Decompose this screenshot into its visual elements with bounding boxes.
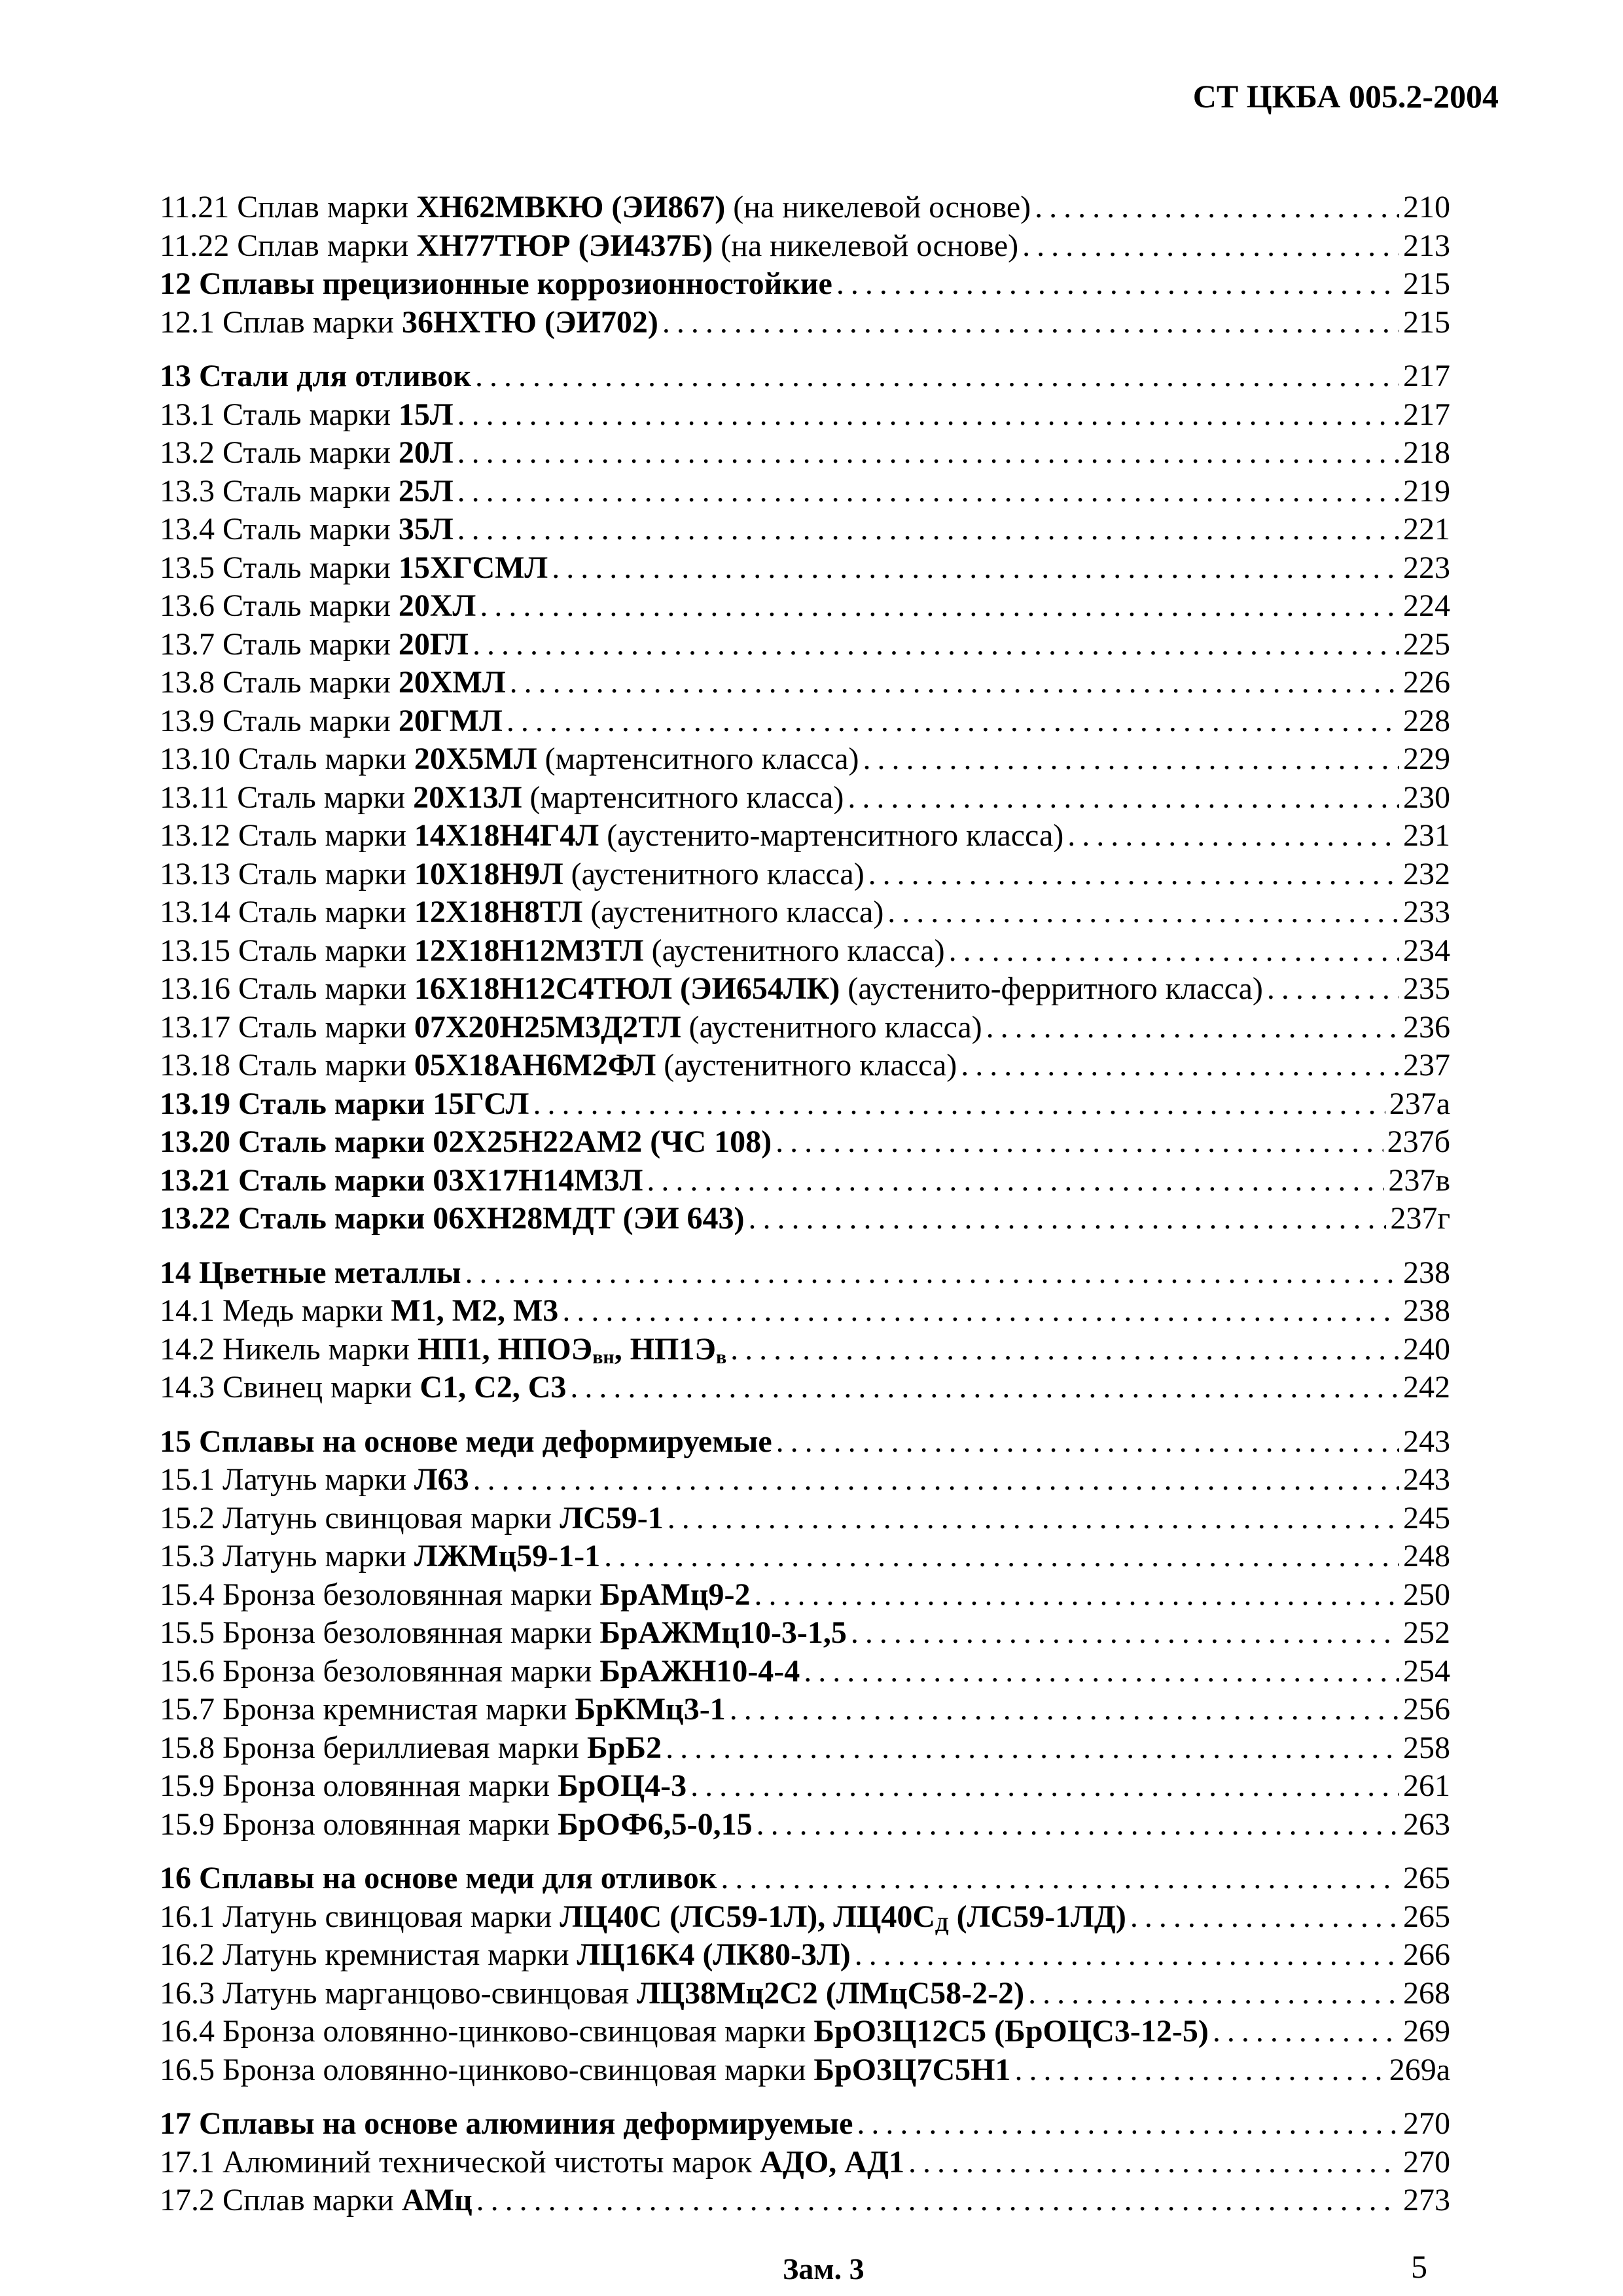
page-number: 237в: [1388, 1162, 1450, 1198]
toc-entry-13-1: [160, 396, 1450, 435]
entry-label: 13.4 Сталь марки 35Л: [160, 512, 454, 547]
page-number: 248: [1403, 1539, 1450, 1573]
leader-dots: [1018, 227, 1399, 266]
leader-dots: [832, 265, 1399, 304]
entry-label: 13.15 Сталь марки 12Х18Н12М3ТЛ (аустенитного класса): [160, 933, 945, 968]
leader-dots: [566, 1369, 1399, 1407]
entry-label: 13.8 Сталь марки 20ХМЛ: [160, 665, 506, 700]
entry-label: 16.2 Латунь кремнистая марки ЛЦ16К4 (ЛК80-3Л): [160, 1937, 851, 1972]
page-number: 237б: [1387, 1124, 1450, 1159]
leader-dots: [476, 587, 1399, 626]
document-code: СТ ЦКБА 005.2-2004: [1192, 78, 1499, 115]
leader-dots: [469, 1461, 1399, 1499]
page-number: 235: [1403, 971, 1450, 1006]
leader-dots: [469, 626, 1399, 664]
toc-entry-13-14: [160, 893, 1450, 932]
toc-entry-15-3: [160, 1537, 1450, 1576]
entry-label: 11.21 Сплав марки ХН62МВКЮ (ЭИ867) (на никелевой основе): [160, 190, 1031, 224]
section-title: 17 Сплавы на основе алюминия деформируемые: [160, 2106, 853, 2141]
entry-label: 13.5 Сталь марки 15ХГСМЛ: [160, 550, 548, 585]
toc-entry-13-18: [160, 1047, 1450, 1085]
toc-entry-15-6: [160, 1653, 1450, 1691]
page-number: 228: [1403, 703, 1450, 738]
toc-section-12: [160, 265, 1450, 304]
entry-label: 13.3 Сталь марки 25Л: [160, 473, 454, 509]
section-title: 16 Сплавы на основе меди для отливок: [160, 1861, 717, 1895]
toc-entry-13-11: [160, 779, 1450, 817]
leader-dots: [772, 1123, 1383, 1162]
toc-entry-14-1: [160, 1292, 1450, 1331]
entry-label: 17.2 Сплав марки АМц: [160, 2183, 473, 2217]
toc-entry-13-13: [160, 855, 1450, 894]
page-number: 238: [1403, 1255, 1450, 1290]
toc-entry-13-17: [160, 1009, 1450, 1047]
entry-label: 15.3 Латунь марки ЛЖМц59-1-1: [160, 1539, 601, 1573]
page-number: 224: [1403, 588, 1450, 623]
entry-label: 15.4 Бронза безоловянная марки БрАМц9-2: [160, 1577, 751, 1612]
entry-label: 13.10 Сталь марки 20Х5МЛ (мартенситного класса): [160, 742, 859, 776]
toc-entry-13-22: [160, 1200, 1450, 1238]
toc-entry-13-12: [160, 817, 1450, 855]
leader-dots: [643, 1162, 1384, 1200]
entry-label: 13.16 Сталь марки 16Х18Н12С4ТЮЛ (ЭИ654ЛК) (аустенито-ферритного класса): [160, 971, 1263, 1006]
toc-entry-13-20: [160, 1123, 1450, 1162]
page-number: 268: [1403, 1975, 1450, 2011]
leader-dots: [1063, 817, 1399, 855]
entry-label: 12.1 Сплав марки 36НХТЮ (ЭИ702): [160, 304, 658, 340]
leader-dots: [853, 2105, 1399, 2144]
leader-dots: [753, 1806, 1399, 1844]
leader-dots: [461, 1254, 1400, 1293]
entry-label: 13.2 Сталь марки 20Л: [160, 435, 454, 470]
entry-label: 14.2 Никель марки НП1, $НПОЭ_{вн}$, $НП1Э_в$: [160, 1331, 727, 1368]
leader-dots: [506, 664, 1399, 702]
toc-entry-15-9: [160, 1767, 1450, 1806]
toc-entry-13-10: [160, 740, 1450, 779]
leader-dots: [1263, 970, 1399, 1009]
toc-entry-14-2: [160, 1331, 1450, 1369]
page-number: 237г: [1390, 1201, 1450, 1236]
page-number: 217: [1403, 359, 1450, 393]
leader-dots: [772, 1423, 1399, 1462]
toc-entry-17-1: [160, 2144, 1450, 2182]
toc-entry-13-7: [160, 626, 1450, 664]
toc-entry-13-4: [160, 511, 1450, 549]
toc-entry-13-2: [160, 434, 1450, 473]
entry-label: 13.12 Сталь марки 14Х18Н4Г4Л (аустенито-мартенситного класса): [160, 818, 1064, 853]
leader-dots: [945, 932, 1399, 971]
leader-dots: [454, 396, 1399, 435]
page-number: 256: [1403, 1692, 1450, 1727]
leader-dots: [904, 2144, 1399, 2182]
toc-section-17: [160, 2105, 1450, 2144]
leader-dots: [844, 779, 1399, 817]
leader-dots: [883, 893, 1399, 932]
page-number: 266: [1403, 1937, 1450, 1972]
table-of-contents: [160, 188, 1450, 2220]
toc-entry-14-3: [160, 1369, 1450, 1407]
leader-dots: [1031, 188, 1399, 227]
page-number: 254: [1403, 1653, 1450, 1689]
leader-dots: [662, 1729, 1399, 1768]
toc-entry-13-15: [160, 932, 1450, 971]
page-number: 225: [1403, 626, 1450, 662]
entry-label: 16.3 Латунь марганцово-свинцовая ЛЦ38Мц2С2 (ЛМцС58-2-2): [160, 1975, 1025, 2011]
section-title: 13 Стали для отливок: [160, 359, 471, 393]
entry-label: 16.5 Бронза оловянно-цинково-свинцовая марки БрО3Ц7С5Н1: [160, 2052, 1011, 2087]
page-number: 238: [1403, 1293, 1450, 1328]
toc-entry-15-1: [160, 1461, 1450, 1499]
entry-label: 13.6 Сталь марки 20ХЛ: [160, 588, 476, 623]
page-number: 210: [1403, 190, 1450, 224]
section-title: 14 Цветные металлы: [160, 1255, 461, 1290]
change-note: Зам. 3: [783, 2252, 865, 2286]
entry-label: 15.8 Бронза бериллиевая марки БрБ2: [160, 1730, 662, 1765]
page-number: 221: [1403, 512, 1450, 547]
leader-dots: [1010, 2051, 1385, 2090]
toc-entry-13-5: [160, 549, 1450, 588]
leader-dots: [664, 1499, 1399, 1538]
toc-entry-13-8: [160, 664, 1450, 702]
page-number: 229: [1403, 742, 1450, 776]
page-number: 217: [1403, 397, 1450, 432]
entry-label: 14.1 Медь марки М1, М2, М3: [160, 1293, 559, 1328]
leader-dots: [982, 1009, 1399, 1047]
entry-label: 13.1 Сталь марки 15Л: [160, 397, 454, 432]
entry-label: 13.11 Сталь марки 20Х13Л (мартенситного класса): [160, 780, 844, 815]
page-number: 263: [1403, 1806, 1450, 1842]
toc-entry-16-5: [160, 2051, 1450, 2090]
toc-section-13: [160, 357, 1450, 396]
leader-dots: [847, 1614, 1399, 1653]
page-number: 243: [1403, 1462, 1450, 1497]
entry-label: 16.4 Бронза оловянно-цинково-свинцовая марки БрО3Ц12С5 (БрОЦС3-12-5): [160, 2014, 1209, 2049]
page-number: 252: [1403, 1615, 1450, 1650]
page-number: 270: [1403, 2144, 1450, 2179]
leader-dots: [859, 740, 1400, 779]
leader-dots: [687, 1767, 1399, 1806]
page-number: 213: [1403, 228, 1450, 263]
page-number: 234: [1403, 933, 1450, 968]
toc-entry-15-4: [160, 1576, 1450, 1615]
page-number: 269а: [1389, 2052, 1450, 2087]
page-number: 243: [1403, 1424, 1450, 1459]
leader-dots: [454, 511, 1399, 549]
page-number: 219: [1403, 473, 1450, 509]
toc-entry-15-9-b: [160, 1806, 1450, 1844]
entry-label: 13.13 Сталь марки 10Х18Н9Л (аустенитного класса): [160, 856, 865, 891]
toc-entry-12-1: [160, 304, 1450, 342]
leader-dots: [548, 549, 1399, 588]
page-number: 265: [1403, 1899, 1450, 1934]
leader-dots: [1209, 2013, 1399, 2051]
leader-dots: [717, 1859, 1399, 1898]
entry-label: 13.19 Сталь марки 15ГСЛ: [160, 1086, 529, 1121]
page-number: 233: [1403, 895, 1450, 929]
page-number: 269: [1403, 2014, 1450, 2049]
leader-dots: [800, 1653, 1399, 1691]
toc-section-16: [160, 1859, 1450, 1898]
leader-dots: [1024, 1975, 1399, 2013]
leader-dots: [600, 1537, 1399, 1576]
page-number: 270: [1403, 2106, 1450, 2141]
leader-dots: [473, 2181, 1399, 2220]
page-number: 265: [1403, 1861, 1450, 1895]
page-number: 223: [1403, 550, 1450, 585]
leader-dots: [503, 702, 1399, 741]
toc-entry-16-3: [160, 1975, 1450, 2013]
toc-section-14: [160, 1254, 1450, 1293]
entry-label: 14.3 Свинец марки С1, С2, С3: [160, 1370, 567, 1405]
leader-dots: [726, 1691, 1399, 1729]
toc-entry-13-3: [160, 473, 1450, 511]
entry-label: 16.1 Латунь свинцовая марки ЛЦ40С (ЛС59-1Л), $ЛЦ40С_Д$ (ЛС59-1ЛД): [160, 1899, 1126, 1935]
toc-entry-13-16: [160, 970, 1450, 1009]
toc-entry-15-5: [160, 1614, 1450, 1653]
page-number: 231: [1403, 818, 1450, 853]
entry-label: 15.9 Бронза оловянная марки БрОЦ4-3: [160, 1768, 687, 1803]
entry-label: 13.7 Сталь марки 20ГЛ: [160, 626, 469, 662]
toc-entry-11-21: [160, 188, 1450, 227]
entry-label: 13.17 Сталь марки 07Х20Н25М3Д2ТЛ (аустенитного класса): [160, 1009, 982, 1045]
entry-label: 15.7 Бронза кремнистая марки БрКМц3-1: [160, 1692, 726, 1727]
leader-dots: [851, 1936, 1399, 1975]
entry-label: 13.22 Сталь марки 06ХН28МДТ (ЭИ 643): [160, 1201, 745, 1236]
entry-label: 13.14 Сталь марки 12Х18Н8ТЛ (аустенитного класса): [160, 895, 884, 929]
leader-dots: [750, 1576, 1399, 1615]
toc-entry-15-7: [160, 1691, 1450, 1729]
page-number: 250: [1403, 1577, 1450, 1612]
leader-dots: [529, 1085, 1385, 1124]
page-number: 218: [1403, 435, 1450, 470]
toc-entry-15-8: [160, 1729, 1450, 1768]
toc-entry-11-22: [160, 227, 1450, 266]
entry-label: 15.6 Бронза безоловянная марки БрАЖН10-4-4: [160, 1653, 800, 1689]
page-number: 230: [1403, 780, 1450, 815]
toc-entry-13-19: [160, 1085, 1450, 1124]
page-number: 273: [1403, 2183, 1450, 2217]
page-number: 258: [1403, 1730, 1450, 1765]
leader-dots: [658, 304, 1399, 342]
page-number: 226: [1403, 665, 1450, 700]
entry-label: 17.1 Алюминий технической чистоты марок АДО, АД1: [160, 2144, 904, 2179]
section-title: 12 Сплавы прецизионные коррозионностойкие: [160, 266, 832, 301]
page-number: 261: [1403, 1768, 1450, 1803]
leader-dots: [558, 1292, 1399, 1331]
page-number: 232: [1403, 856, 1450, 891]
entry-label: 13.9 Сталь марки 20ГМЛ: [160, 703, 503, 738]
toc-entry-13-9: [160, 702, 1450, 741]
page-number: 245: [1403, 1500, 1450, 1535]
entry-label: 13.21 Сталь марки 03Х17Н14М3Л: [160, 1162, 643, 1198]
leader-dots: [865, 855, 1399, 894]
leader-dots: [1126, 1898, 1399, 1937]
entry-label: 15.1 Латунь марки Л63: [160, 1462, 469, 1497]
entry-label: 15.9 Бронза оловянная марки БрОФ6,5-0,15: [160, 1806, 753, 1842]
toc-entry-17-2: [160, 2181, 1450, 2220]
entry-label: 15.2 Латунь свинцовая марки ЛС59-1: [160, 1500, 664, 1535]
toc-entry-13-6: [160, 587, 1450, 626]
page-number: 237а: [1389, 1086, 1450, 1121]
leader-dots: [454, 434, 1399, 473]
leader-dots: [957, 1047, 1399, 1085]
entry-label: 13.20 Сталь марки 02Х25Н22АМ2 (ЧС 108): [160, 1124, 772, 1159]
toc-entry-16-4: [160, 2013, 1450, 2051]
toc-entry-13-21: [160, 1162, 1450, 1200]
leader-dots: [471, 357, 1399, 396]
leader-dots: [726, 1331, 1399, 1369]
toc-entry-15-2: [160, 1499, 1450, 1538]
toc-section-15: [160, 1423, 1450, 1462]
page-number: 237: [1403, 1048, 1450, 1083]
page-number: 242: [1403, 1370, 1450, 1405]
toc-entry-16-1: [160, 1898, 1450, 1937]
section-title: 15 Сплавы на основе меди деформируемые: [160, 1424, 772, 1459]
page-number: 240: [1403, 1331, 1450, 1367]
leader-dots: [454, 473, 1399, 511]
entry-label: 13.18 Сталь марки 05Х18АН6М2ФЛ (аустенитного класса): [160, 1048, 957, 1083]
page-number: 215: [1403, 304, 1450, 340]
page-number-footer: 5: [1411, 2248, 1427, 2285]
leader-dots: [745, 1200, 1387, 1238]
page-number: 215: [1403, 266, 1450, 301]
toc-entry-16-2: [160, 1936, 1450, 1975]
page-number: 236: [1403, 1009, 1450, 1045]
entry-label: 15.5 Бронза безоловянная марки БрАЖМц10-3-1,5: [160, 1615, 847, 1650]
entry-label: 11.22 Сплав марки ХН77ТЮР (ЭИ437Б) (на никелевой основе): [160, 228, 1019, 263]
